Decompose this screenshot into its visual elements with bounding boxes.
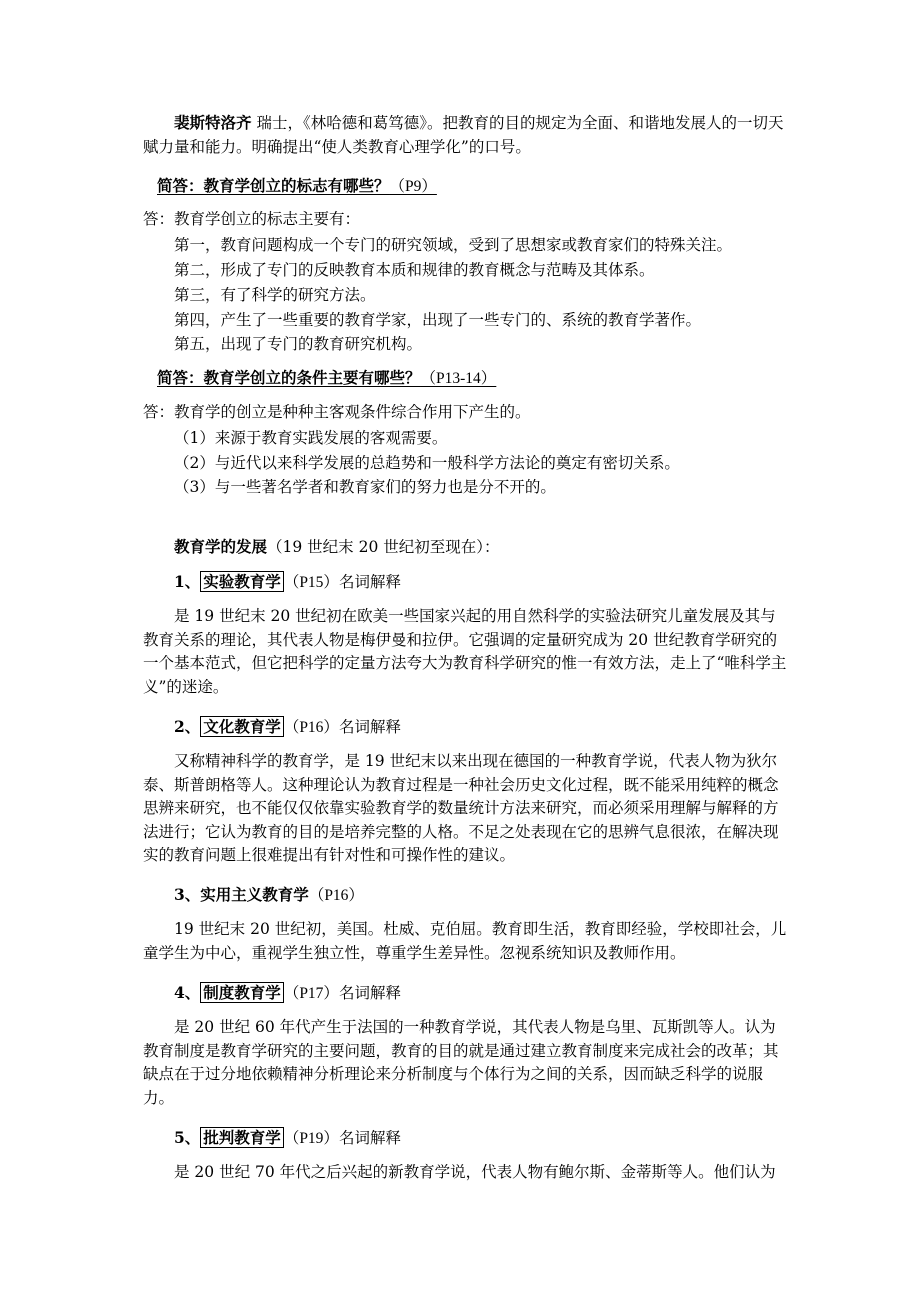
q2-item-2: （2）与近代以来科学发展的总趋势和一般科学方法论的奠定有密切关系。 <box>174 454 680 472</box>
intro-text: 瑞士，《林哈德和葛笃德》。把教育的目的规定为全面、和谐地发展人的一切天赋力量和能力。明确提出“使人类教育心理学化”的口号。 <box>143 114 784 156</box>
section-1-body: 是 19 世纪末 20 世纪初在欧美一些国家兴起的用自然科学的实验法研究儿童发展及其与教育关系的理论，其代表人物是梅伊曼和拉伊。它强调的定量研究成为 20 世纪教育学研究的一个基本范式，但它把科学的定量方法夸大为教育科学研究的惟一有效方法，走上了“唯科学主义”的迷途。 <box>143 607 787 696</box>
section-2-term: 文化教育学 <box>200 716 284 737</box>
section-2-ref: （P16） <box>283 719 339 736</box>
section-2-heading <box>174 715 401 740</box>
section-4-num: 4、 <box>174 983 201 1002</box>
section-3-heading <box>174 883 364 908</box>
section-5-label: 名词解释 <box>338 1129 401 1147</box>
q1-heading <box>157 174 437 199</box>
section-4-heading <box>174 981 401 1006</box>
intro-name: 裴斯特洛齐 <box>174 113 252 132</box>
q1-item-4: 第四，产生了一些重要的教育学家，出现了一些专门的、系统的教育学著作。 <box>174 311 702 329</box>
section-5-heading <box>174 1126 401 1151</box>
section-4-ref: （P17） <box>283 985 339 1002</box>
q1-answer: 答：教育学创立的标志主要有： <box>143 210 361 228</box>
q1-ref: （P9） <box>389 178 437 195</box>
section-5-body: 是 20 世纪 70 年代之后兴起的新教育学说，代表人物有鲍尔斯、金蒂斯等人。他们认为 <box>174 1163 776 1181</box>
section-2-label: 名词解释 <box>338 718 401 736</box>
intro-paragraph <box>143 111 788 159</box>
section-1-num: 1、 <box>174 572 201 591</box>
q1-item-2: 第二，形成了专门的反映教育本质和规律的教育概念与范畴及其体系。 <box>174 261 655 279</box>
q2-item-3: （3）与一些著名学者和教育家们的努力也是分不开的。 <box>174 478 556 496</box>
section-4-body: 是 20 世纪 60 年代产生于法国的一种教育学说，其代表人物是乌里、瓦斯凯等人。认为教育制度是教育学研究的主要问题，教育的目的就是通过建立教育制度来完成社会的改革；其缺点在于过分地依赖精神分析理论来分析制度与个体行为之间的关系，因而缺乏科学的说服力。 <box>143 1018 779 1107</box>
section-3-ref: （P16） <box>308 887 364 904</box>
q2-ref: （P13-14） <box>420 370 497 387</box>
section-1-label: 名词解释 <box>338 573 401 591</box>
section-2-body: 又称精神科学的教育学，是 19 世纪末以来出现在德国的一种教育学说，代表人物为狄尔泰、斯普朗格等人。这种理论认为教育过程是一种社会历史文化过程，既不能采用纯粹的概念思辨来研究，也不能仅仅依靠实验教育学的数量统计方法来研究，而必须采用理解与解释的方法进行；它认为教育的目的是培养完整的人格。不足之处表现在它的思辨气息很浓，在解决现实的教育问题上很难提出有针对性和可操作性的建议。 <box>143 752 779 864</box>
q2-answer: 答：教育学的创立是种种主客观条件综合作用下产生的。 <box>143 403 531 421</box>
q2-title: 简答：教育学创立的条件主要有哪些？ <box>157 368 421 387</box>
section-3-num: 3、 <box>174 885 201 904</box>
q1-title: 简答：教育学创立的标志有哪些？ <box>157 176 390 195</box>
q1-item-3: 第三，有了科学的研究方法。 <box>174 286 376 304</box>
section-5-num: 5、 <box>174 1128 201 1147</box>
q2-heading <box>157 366 496 391</box>
q2-item-1: （1）来源于教育实践发展的客观需要。 <box>174 429 448 447</box>
section-1-ref: （P15） <box>283 574 339 591</box>
section-5-term: 批判教育学 <box>200 1127 284 1148</box>
section-1-term: 实验教育学 <box>200 571 284 592</box>
section-3-term: 实用主义教育学 <box>200 885 309 904</box>
section-4-term: 制度教育学 <box>200 982 284 1003</box>
section-5-ref: （P19） <box>283 1130 339 1147</box>
section-3-body: 19 世纪末 20 世纪初，美国。杜威、克伯屈。教育即生活，教育即经验，学校即社会，儿童学生为中心，重视学生独立性，尊重学生差异性。忽视系统知识及教师作用。 <box>143 920 787 962</box>
q1-item-5: 第五，出现了专门的教育研究机构。 <box>174 335 423 353</box>
dev-title-note: （19 世纪末 20 世纪初至现在）： <box>267 538 500 556</box>
dev-title: 教育学的发展 <box>174 537 268 556</box>
section-1-heading <box>174 570 401 595</box>
q1-item-1: 第一，教育问题构成一个专门的研究领域，受到了思想家或教育家们的特殊关注。 <box>174 236 733 254</box>
section-4-label: 名词解释 <box>338 984 401 1002</box>
section-2-num: 2、 <box>174 717 201 736</box>
dev-heading <box>174 535 500 560</box>
